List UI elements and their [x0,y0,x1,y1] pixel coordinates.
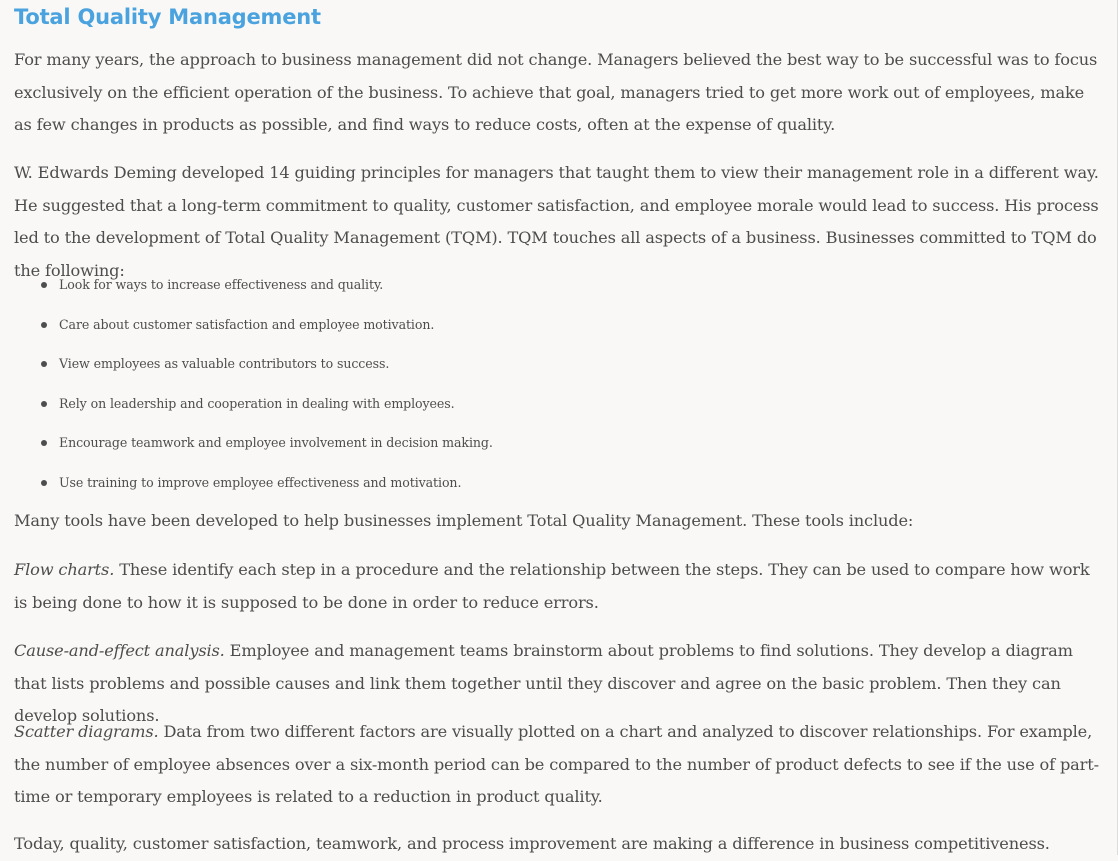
list-item-text: Look for ways to increase effectiveness and quality. [59,277,384,292]
list-item [14,272,1014,312]
tool-description: These identify each step in a procedure and the relationship between the steps. They can be used to compare how work is being done to how it is supposed to be done in order to reduce errors. [14,560,1090,612]
tool-term: Scatter diagrams. [14,722,159,741]
list-item-text: Encourage teamwork and employee involvement in decision making. [59,435,493,451]
deming-paragraph: W. Edwards Deming developed 14 guiding principles for managers that taught them to view their management role in a different way. He suggested that a long-term commitment to quality, customer satisfaction, and employee morale would lead to success. His process led to the development of Total Quality Management (TQM). TQM touches all aspects of a business. Businesses committed to TQM do the following: [14,163,1099,280]
intro-paragraph: For many years, the approach to business management did not change. Managers believed the best way to be successful was to focus exclusively on the efficient operation of the business. To achieve that goal, managers tried to get more work out of employees, make as few changes in products as possible, and find ways to reduce costs, often at the expense of quality. [14,50,1098,134]
tool-description: Employee and management teams brainstorm about problems to find solutions. They develop a diagram that lists problems and possible causes and link them together until they discover and agree on the basic problem. Then they can develop solutions. [14,641,1073,725]
bullet-dot-icon [41,480,47,486]
tool-term: Flow charts. [14,560,115,579]
list-item [14,391,1014,431]
bullet-dot-icon [41,440,47,446]
bullet-dot-icon [41,322,47,328]
list-item [14,312,1014,352]
tool-term: Cause-and-effect analysis. [14,641,225,660]
bullet-dot-icon [41,361,47,367]
list-item [14,470,1014,510]
tool-description: Data from two different factors are visually plotted on a chart and analyzed to discover relationships. For example, the number of employee absences over a six-month period can be compared to the number of product defects to see if the use of part-time or temporary employees is related to a reduction in product quality. [14,722,1099,806]
tools-intro-paragraph: Many tools have been developed to help businesses implement Total Quality Management. These tools include: [14,511,914,530]
tqm-practices-list [14,272,1014,510]
bullet-dot-icon [41,401,47,407]
page-title: Total Quality Management [14,5,321,29]
list-item [14,430,1014,470]
list-item-text: Care about customer satisfaction and employee motivation. [59,316,435,332]
closing-paragraph: Today, quality, customer satisfaction, teamwork, and process improvement are making a difference in business competitiveness. [14,834,1050,853]
tool-flow-charts [14,554,1102,619]
list-item-text: Use training to improve employee effectiveness and motivation. [59,474,462,490]
list-item-text: Rely on leadership and cooperation in dealing with employees. [59,395,455,411]
bullet-dot-icon [41,282,47,288]
list-item [14,351,1014,391]
list-item-text: View employees as valuable contributors to success. [59,356,390,372]
tool-scatter-diagrams [14,716,1102,814]
